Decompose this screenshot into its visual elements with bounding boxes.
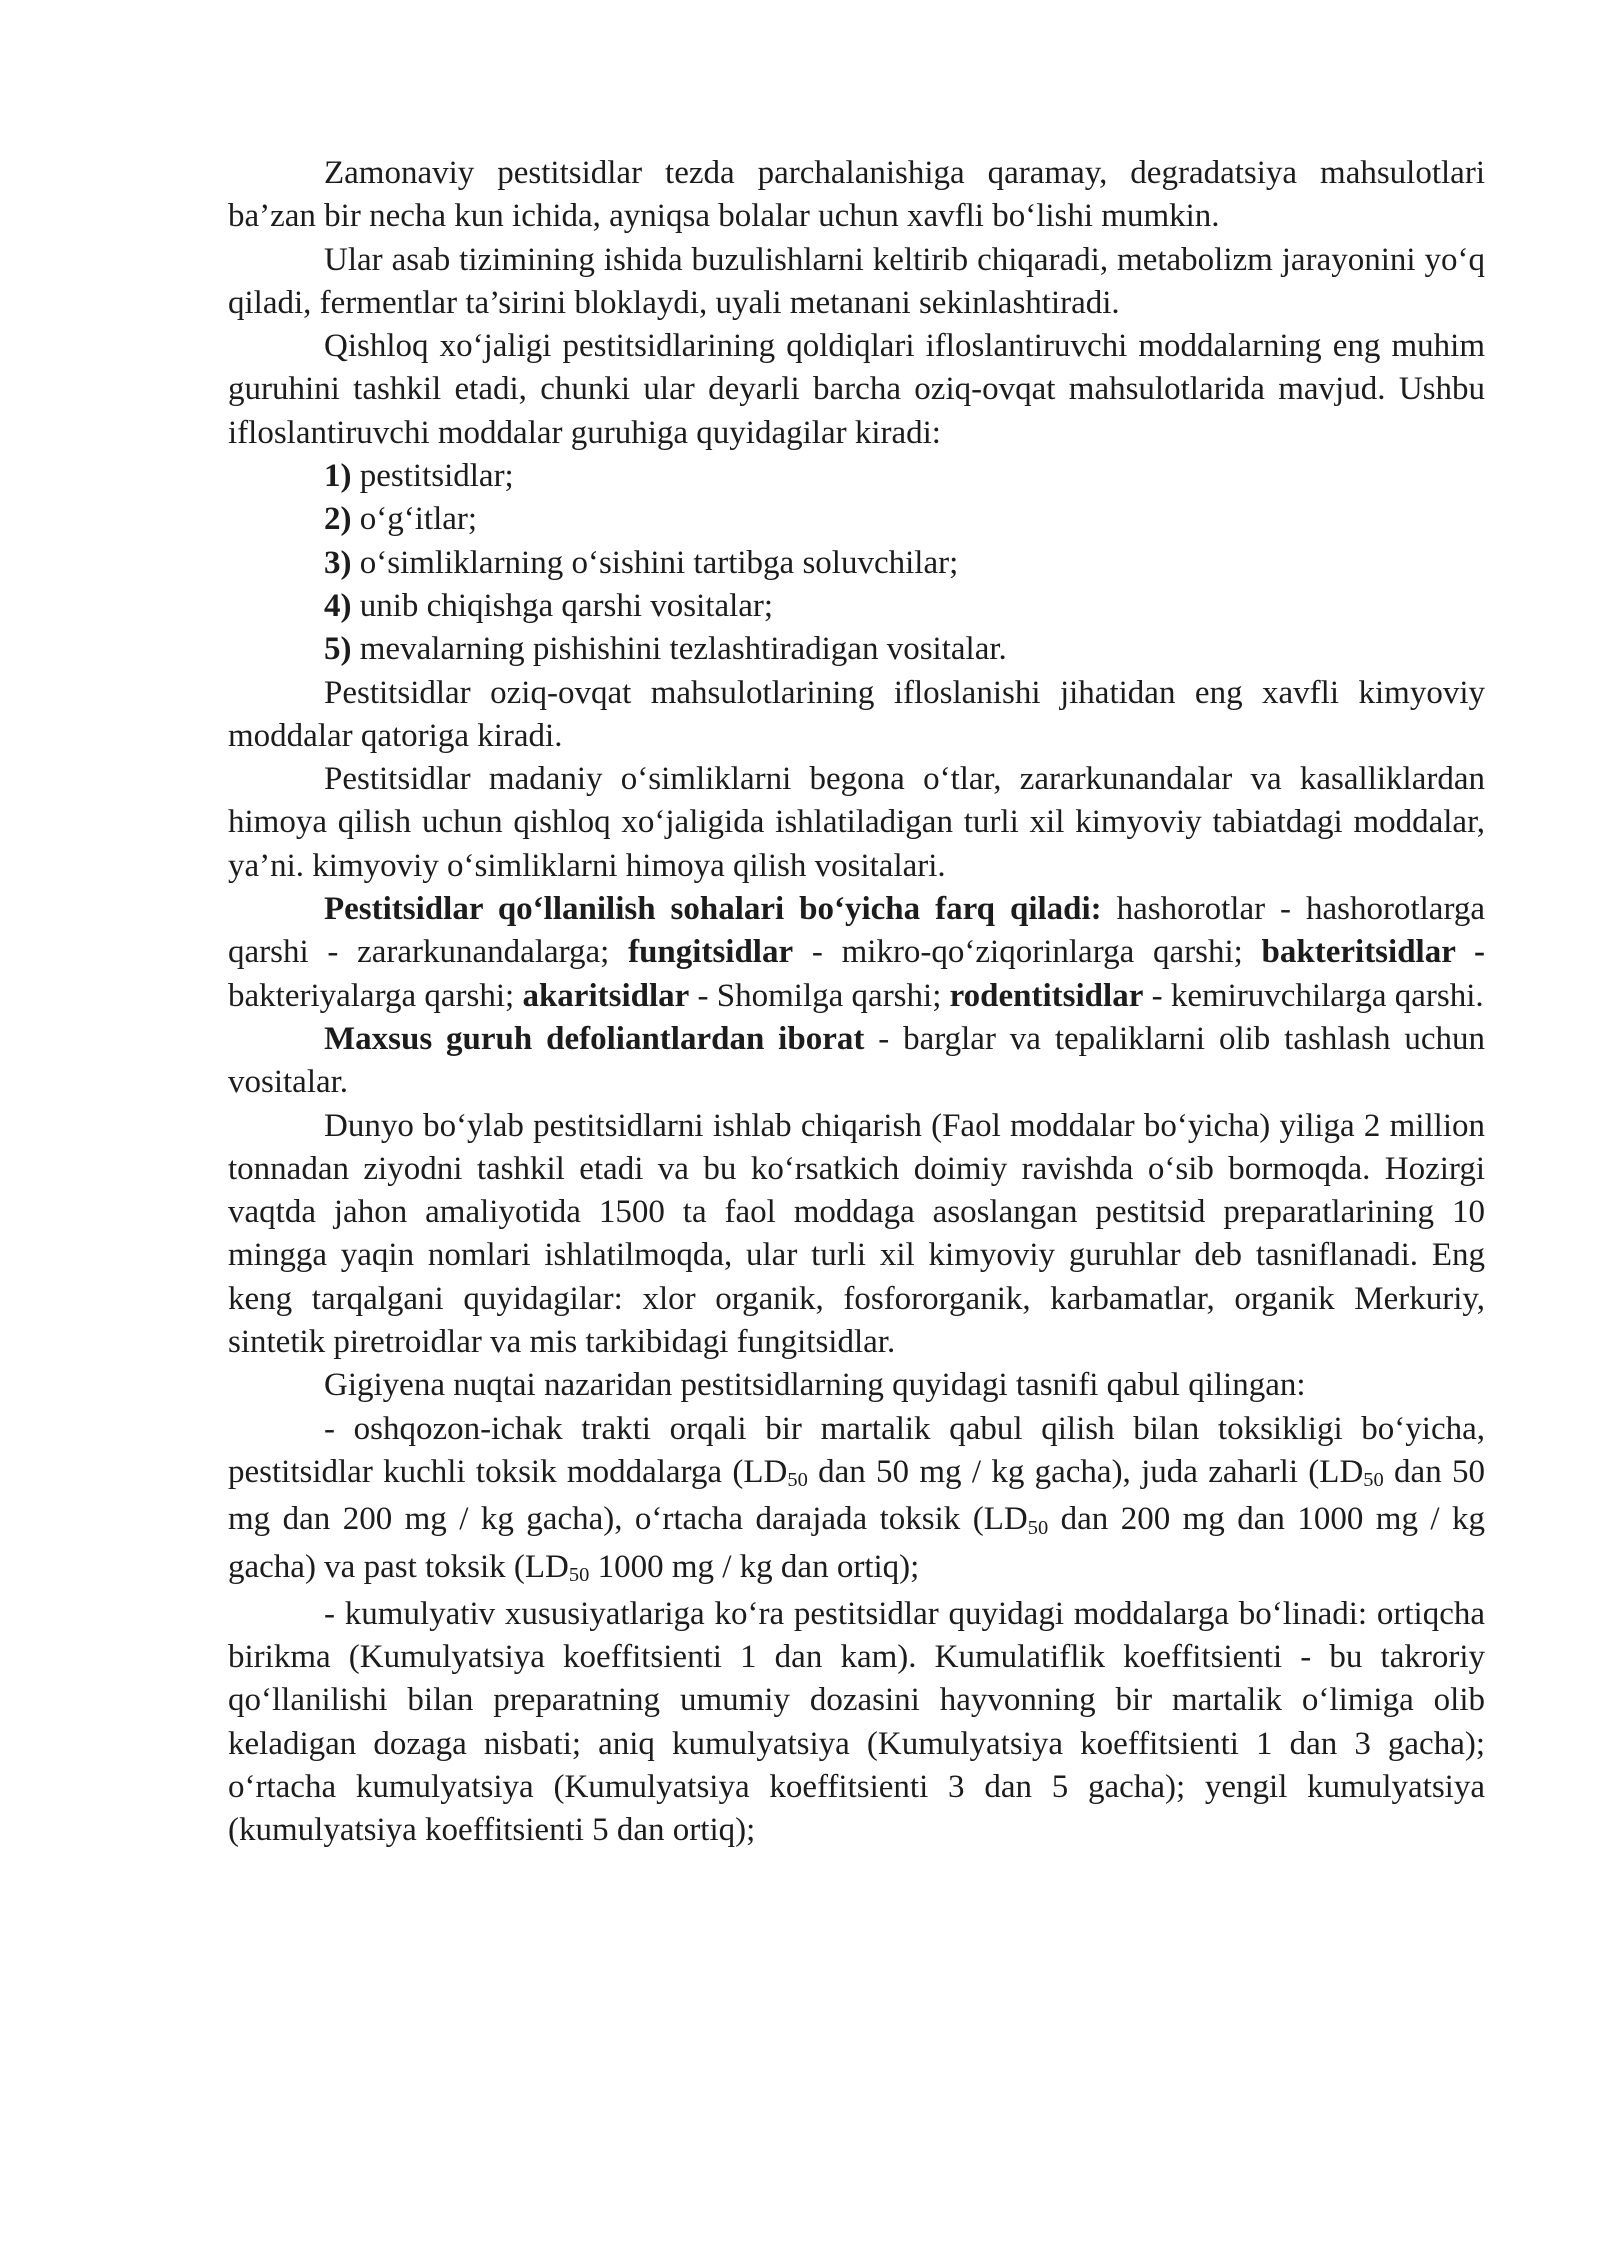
list-item <box>228 542 1485 585</box>
list-item <box>228 455 1485 498</box>
list-item-text: mevalarning pishishini tezlashtiradigan vositalar. <box>351 631 1007 668</box>
paragraph: - kumulyativ xususiyatlariga ko‘ra pestitsidlar quyidagi moddalarga bo‘linadi: ortiqcha birikma (Kumulyatsiya koeffitsienti 1 dan kam). Kumulatiflik koeffitsienti - bu takroriy qo‘llanilishi bilan preparatning umumiy dozasini hayvonning bir martalik o‘limiga olib keladigan dozaga nisbati; aniq kumulyatsiya (Kumulyatsiya koeffitsienti 1 dan 3 gacha); o‘rtacha kumulyatsiya (Kumulyatsiya koeffitsienti 3 dan 5 gacha); yengil kumulyatsiya (kumulyatsiya koeffitsienti 5 dan ortiq); <box>228 1595 1485 1849</box>
subscript: 50 <box>787 1469 808 1492</box>
list-item-number: 3) <box>324 544 352 581</box>
list-item-number: 4) <box>324 587 352 624</box>
text-run: - mikro-qo‘ziqorinlarga qarshi; <box>793 934 1262 971</box>
list-item <box>228 628 1485 671</box>
text-run: dan 50 mg / kg gacha), juda zaharli (LD <box>807 1453 1364 1490</box>
subscript: 50 <box>1027 1516 1049 1539</box>
paragraph-defoliants <box>228 1018 1485 1105</box>
subscript: 50 <box>568 1564 590 1586</box>
list-item-text: unib chiqishga qarshi vositalar; <box>351 587 774 624</box>
list-item <box>228 498 1485 541</box>
paragraph: Dunyo bo‘ylab pestitsidlarni ishlab chiqarish (Faol moddalar bo‘yicha) yiliga 2 million tonnadan ziyodni tashkil etadi va bu ko‘rsatkich doimiy ravishda o‘sib bormoqda. Hozirgi vaqtda jahon amaliyotida 1500 ta faol moddaga asoslangan pestitsid preparatlarining 10 mingga yaqin nomlari ishlatilmoqda, ular turli xil kimyoviy guruhlar deb tasniflanadi. Eng keng tarqalgani quyidagilar: xlor organik, fosfororganik, karbamatlar, organik Merkuriy, sintetik piretroidlar va mis tarkibidagi fungitsidlar. <box>228 1107 1485 1361</box>
list-item-number: 2) <box>324 501 352 538</box>
text-run: - oshqozon-ichak trakti orqali bir martalik qabul qilish bilan toksikligi bo‘yicha, pestitsidlar kuchli toksik moddalarga (LD <box>228 1410 1485 1490</box>
bold-term: Pestitsidlar qo‘llanilish sohalari bo‘yicha farq qiladi: <box>324 891 1102 928</box>
paragraph: Pestitsidlar oziq-ovqat mahsulotlarining ifloslanishi jihatidan eng xavfli kimyoviy moddalar qatoriga kiradi. <box>228 674 1485 754</box>
list-item-text: o‘g‘itlar; <box>351 501 478 538</box>
paragraph: Zamonaviy pestitsidlar tezda parchalanishiga qaramay, degradatsiya mahsulotlari ba’zan bir necha kun ichida, ayniqsa bolalar uchun xavfli bo‘lishi mumkin. <box>228 155 1485 235</box>
list-item <box>228 585 1485 628</box>
bold-term: rodentitsidlar <box>949 977 1144 1014</box>
text-run: - kemiruvchilarga qarshi. <box>1143 977 1484 1014</box>
bold-term: akaritsidlar <box>522 977 690 1014</box>
subscript: 50 <box>1363 1469 1384 1492</box>
paragraph-application-areas <box>228 888 1485 1018</box>
paragraph: Gigiyena nuqtai nazaridan pestitsidlarning quyidagi tasnifi qabul qilingan: <box>324 1367 1306 1404</box>
bold-term: Maxsus guruh defoliantlardan iborat <box>324 1020 865 1057</box>
text-run: hashorotlar - hashorotlarga qarshi - zararkunandalarga; <box>228 891 1485 971</box>
paragraph: Pestitsidlar madaniy o‘simliklarni begona o‘tlar, zararkunandalar va kasalliklardan himoya qilish uchun qishloq xo‘jaligida ishlatiladigan turli xil kimyoviy tabiatdagi moddalar, ya’ni. kimyoviy o‘simliklarni himoya qilish vositalari. <box>228 761 1485 884</box>
document-page <box>228 152 1485 1853</box>
list-item-text: o‘simliklarning o‘sishini tartibga soluvchilar; <box>351 544 959 581</box>
paragraph: Ular asab tizimining ishida buzulishlarni keltirib chiqaradi, metabolizm jarayonini yo‘q qiladi, fermentlar ta’sirini bloklaydi, uyali metanani sekinlashtiradi. <box>228 241 1485 321</box>
text-run: - barglar va tepaliklarni olib tashlash uchun vositalar. <box>228 1020 1485 1101</box>
text-run: - Shomilga qarshi; <box>689 977 950 1014</box>
text-run: dan 200 mg dan 1000 mg / kg gacha) va past toksik (LD <box>228 1501 1485 1585</box>
text-run: 1000 mg / kg dan ortiq); <box>589 1548 920 1585</box>
paragraph: Qishloq xo‘jaligi pestitsidlarining qoldiqlari ifloslantiruvchi moddalarning eng muhim guruhini tashkil etadi, chunki ular deyarli barcha oziq-ovqat mahsulotlarida mavjud. Ushbu ifloslantiruvchi moddalar guruhiga quyidagilar kiradi: <box>228 328 1485 451</box>
text-run: bakteriyalarga qarshi; <box>228 977 523 1014</box>
bold-term: bakteritsidlar - <box>1261 934 1485 971</box>
text-run: dan 50 mg dan 200 mg / kg gacha), o‘rtacha darajada toksik (LD <box>228 1453 1485 1538</box>
bold-term: fungitsidlar <box>628 934 794 971</box>
list-item-number: 5) <box>324 631 352 668</box>
list-item-number: 1) <box>324 458 352 495</box>
list-item-text: pestitsidlar; <box>351 458 514 495</box>
paragraph-toxicity <box>228 1408 1485 1593</box>
